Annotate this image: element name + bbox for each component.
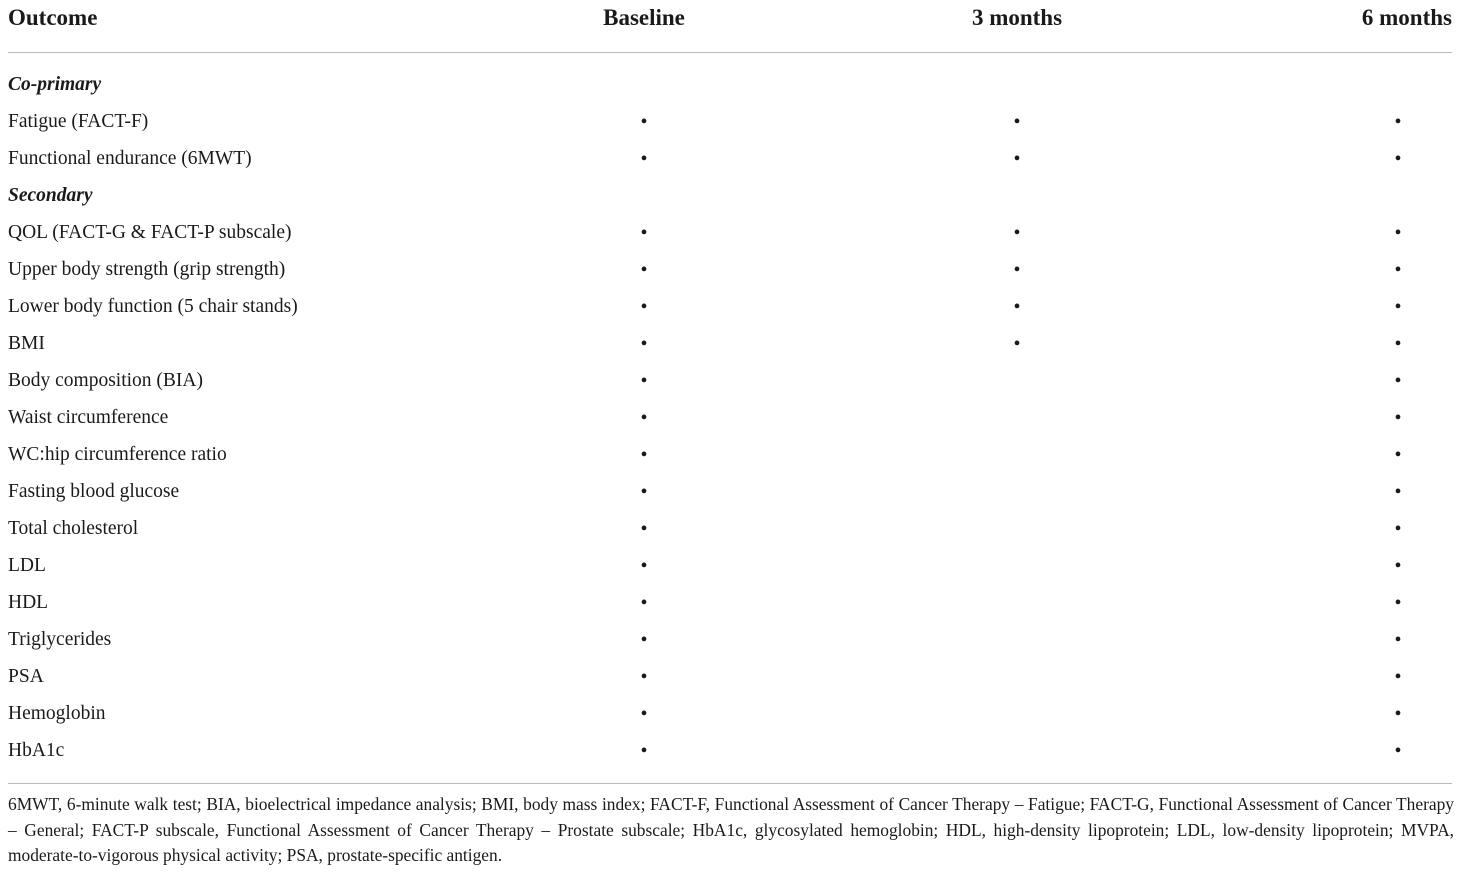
table-row bbox=[8, 288, 1452, 325]
table-row bbox=[8, 251, 1452, 288]
six-months-mark: • bbox=[1394, 444, 1402, 466]
outcome-label: HDL bbox=[8, 592, 49, 613]
table-row bbox=[8, 325, 1452, 362]
outcome-label: Triglycerides bbox=[8, 629, 112, 650]
outcome-label: HbA1c bbox=[8, 740, 65, 761]
outcome-label: Functional endurance (6MWT) bbox=[8, 148, 252, 169]
six-months-mark: • bbox=[1394, 333, 1402, 355]
table-row bbox=[8, 584, 1452, 621]
baseline-mark: • bbox=[640, 740, 648, 762]
header-baseline: Baseline bbox=[603, 5, 685, 30]
outcome-label: BMI bbox=[8, 333, 45, 354]
outcome-label: LDL bbox=[8, 555, 46, 576]
three-months-mark: • bbox=[1013, 111, 1021, 133]
six-months-mark: • bbox=[1394, 703, 1402, 725]
three-months-mark: • bbox=[1013, 333, 1021, 355]
section-heading: Secondary bbox=[8, 185, 93, 206]
baseline-mark: • bbox=[640, 296, 648, 318]
table-row bbox=[8, 214, 1452, 251]
outcome-label: Fasting blood glucose bbox=[8, 481, 180, 502]
outcome-label: Hemoglobin bbox=[8, 703, 106, 724]
outcome-label: WC:hip circumference ratio bbox=[8, 444, 227, 465]
six-months-mark: • bbox=[1394, 111, 1402, 133]
table-row bbox=[8, 103, 1452, 140]
table-bottom-rule bbox=[8, 783, 1452, 784]
outcome-label: Lower body function (5 chair stands) bbox=[8, 296, 298, 317]
table-row bbox=[8, 399, 1452, 436]
table-row bbox=[8, 547, 1452, 584]
six-months-mark: • bbox=[1394, 555, 1402, 577]
header-outcome: Outcome bbox=[8, 5, 98, 30]
baseline-mark: • bbox=[640, 222, 648, 244]
outcome-label: Total cholesterol bbox=[8, 518, 139, 539]
section-heading: Co-primary bbox=[8, 74, 102, 95]
outcome-label: Waist circumference bbox=[8, 407, 169, 428]
six-months-mark: • bbox=[1394, 222, 1402, 244]
baseline-mark: • bbox=[640, 148, 648, 170]
header-6-months: 6 months bbox=[1361, 5, 1452, 30]
three-months-mark: • bbox=[1013, 296, 1021, 318]
table-row bbox=[8, 362, 1452, 399]
table-row bbox=[8, 510, 1452, 547]
six-months-mark: • bbox=[1394, 481, 1402, 503]
three-months-mark: • bbox=[1013, 222, 1021, 244]
baseline-mark: • bbox=[640, 370, 648, 392]
baseline-mark: • bbox=[640, 629, 648, 651]
six-months-mark: • bbox=[1394, 370, 1402, 392]
six-months-mark: • bbox=[1394, 148, 1402, 170]
baseline-mark: • bbox=[640, 666, 648, 688]
three-months-mark: • bbox=[1013, 259, 1021, 281]
six-months-mark: • bbox=[1394, 592, 1402, 614]
outcome-label: Body composition (BIA) bbox=[8, 370, 203, 391]
outcomes-table bbox=[8, 0, 1452, 769]
baseline-mark: • bbox=[640, 407, 648, 429]
six-months-mark: • bbox=[1394, 259, 1402, 281]
outcome-label: QOL (FACT-G & FACT-P subscale) bbox=[8, 222, 292, 243]
baseline-mark: • bbox=[640, 444, 648, 466]
baseline-mark: • bbox=[640, 111, 648, 133]
six-months-mark: • bbox=[1394, 296, 1402, 318]
baseline-mark: • bbox=[640, 592, 648, 614]
table-row bbox=[8, 436, 1452, 473]
baseline-mark: • bbox=[640, 555, 648, 577]
section-heading-row bbox=[8, 177, 1452, 214]
baseline-mark: • bbox=[640, 259, 648, 281]
header-3-months: 3 months bbox=[971, 5, 1063, 30]
outcome-label: Fatigue (FACT-F) bbox=[8, 111, 149, 132]
three-months-mark: • bbox=[1013, 148, 1021, 170]
table-header-row bbox=[8, 0, 1452, 53]
baseline-mark: • bbox=[640, 703, 648, 725]
table-footnote: 6MWT, 6-minute walk test; BIA, bioelectrical impedance analysis; BMI, body mass index; FACT-F, Functional Assessment of Cancer Therapy – Fatigue; FACT-G, Functional Assessment of Cancer Therapy – General; FACT-P subscale, Functional Assessment of Cancer Therapy – Prostate subscale; HbA1c, glycosylated hemoglobin; HDL, high-density lipoprotein; LDL, low-density lipoprotein; MVPA, moderate-to-vigorous physical activity; PSA, prostate-specific antigen. bbox=[8, 794, 1454, 865]
baseline-mark: • bbox=[640, 518, 648, 540]
table-row bbox=[8, 621, 1452, 658]
six-months-mark: • bbox=[1394, 407, 1402, 429]
six-months-mark: • bbox=[1394, 629, 1402, 651]
table-row bbox=[8, 473, 1452, 510]
six-months-mark: • bbox=[1394, 518, 1402, 540]
six-months-mark: • bbox=[1394, 666, 1402, 688]
table-row bbox=[8, 732, 1452, 769]
section-heading-row bbox=[8, 66, 1452, 103]
table-row bbox=[8, 140, 1452, 177]
six-months-mark: • bbox=[1394, 740, 1402, 762]
baseline-mark: • bbox=[640, 333, 648, 355]
outcome-label: Upper body strength (grip strength) bbox=[8, 259, 286, 280]
baseline-mark: • bbox=[640, 481, 648, 503]
outcome-label: PSA bbox=[8, 666, 44, 687]
table-body bbox=[8, 53, 1452, 769]
table-row bbox=[8, 695, 1452, 732]
table-row bbox=[8, 658, 1452, 695]
